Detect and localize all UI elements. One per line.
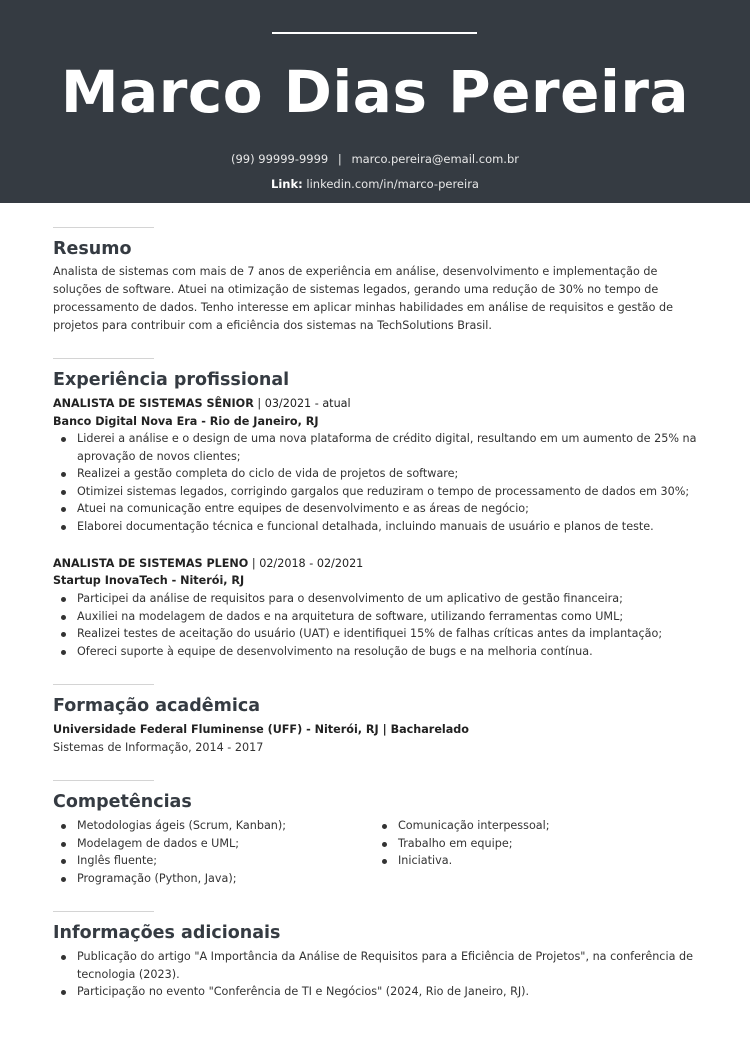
contact-separator: | — [337, 152, 342, 166]
candidate-name: Marco Dias Pereira — [60, 58, 690, 126]
job-title-line — [53, 396, 351, 412]
list-item: Elaborei documentação técnica e funcional detalhada, incluindo manuais de usuário e planos de teste. — [53, 518, 703, 536]
list-item: Realizei testes de aceitação do usuário (UAT) e identifiquei 15% de falhas críticas antes da implantação; — [53, 625, 703, 643]
job-company: Banco Digital Nova Era - Rio de Janeiro, RJ — [53, 415, 319, 428]
contact-line — [0, 151, 750, 167]
education-institution: Universidade Federal Fluminense (UFF) - Niterói, RJ | Bacharelado — [53, 723, 469, 736]
list-item: Liderei a análise e o design de uma nova plataforma de crédito digital, resultando em um aumento de 25% na aprovação de novos clientes; — [53, 430, 703, 465]
link-label: Link: — [271, 177, 303, 191]
list-item: Comunicação interpessoal; — [374, 817, 694, 835]
summary-heading: Resumo — [53, 239, 132, 259]
education-heading: Formação acadêmica — [53, 696, 261, 716]
section-divider — [53, 911, 154, 912]
job-company: Startup InovaTech - Niterói, RJ — [53, 574, 245, 587]
list-item: Participei da análise de requisitos para o desenvolvimento de um aplicativo de gestão financeira; — [53, 590, 703, 608]
section-divider — [53, 780, 154, 781]
additional-heading: Informações adicionais — [53, 923, 281, 943]
resume-header — [0, 0, 750, 203]
list-item: Auxiliei na modelagem de dados e na arquitetura de software, utilizando ferramentas como UML; — [53, 608, 703, 626]
job-title-line — [53, 556, 363, 572]
job-role: ANALISTA DE SISTEMAS SÊNIOR — [53, 397, 254, 410]
list-item: Atuei na comunicação entre equipes de desenvolvimento e as áreas de negócio; — [53, 500, 703, 518]
list-item: Ofereci suporte à equipe de desenvolvimento na resolução de bugs e na melhoria contínua. — [53, 643, 703, 661]
header-divider — [272, 32, 477, 34]
linkedin-link[interactable]: linkedin.com/in/marco-pereira — [306, 177, 479, 191]
job-bullets — [53, 430, 703, 535]
summary-text: Analista de sistemas com mais de 7 anos de experiência em análise, desenvolvimento e implementação de soluções de software. Atuei na otimização de sistemas legados, gerando uma redução de 30% no tempo de processamento de dados. Tenho interesse em aplicar minhas habilidades em análise de requisitos e gestão de projetos para contribuir com a eficiência dos sistemas na TechSolutions Brasil. — [53, 265, 674, 332]
job-role: ANALISTA DE SISTEMAS PLENO — [53, 557, 249, 570]
list-item: Realizei a gestão completa do ciclo de vida de projetos de software; — [53, 465, 703, 483]
list-item: Programação (Python, Java); — [53, 870, 373, 888]
experience-heading: Experiência profissional — [53, 370, 290, 390]
list-item: Participação no evento "Conferência de TI e Negócios" (2024, Rio de Janeiro, RJ). — [53, 983, 703, 1001]
phone-number: (99) 99999-9999 — [230, 152, 329, 166]
link-line — [0, 176, 750, 192]
list-item: Modelagem de dados e UML; — [53, 835, 373, 853]
list-item: Inglês fluente; — [53, 852, 373, 870]
skills-list-right — [374, 817, 694, 870]
list-item: Iniciativa. — [374, 852, 694, 870]
section-divider — [53, 358, 154, 359]
list-item: Trabalho em equipe; — [374, 835, 694, 853]
section-divider — [53, 684, 154, 685]
job-period: | 02/2018 - 02/2021 — [251, 557, 364, 570]
section-divider — [53, 227, 154, 228]
skills-heading: Competências — [53, 792, 192, 812]
job-bullets — [53, 590, 703, 660]
job-period: | 03/2021 - atual — [257, 397, 351, 410]
skills-list-left — [53, 817, 373, 887]
email-address[interactable]: marco.pereira@email.com.br — [351, 152, 519, 166]
list-item: Publicação do artigo "A Importância da Análise de Requisitos para a Eficiência de Projetos", na conferência de tecnologia (2023). — [53, 948, 703, 983]
list-item: Otimizei sistemas legados, corrigindo gargalos que reduziram o tempo de processamento de dados em 30%; — [53, 483, 703, 501]
education-course: Sistemas de Informação, 2014 - 2017 — [53, 741, 264, 754]
additional-list — [53, 948, 703, 1001]
list-item: Metodologias ágeis (Scrum, Kanban); — [53, 817, 373, 835]
